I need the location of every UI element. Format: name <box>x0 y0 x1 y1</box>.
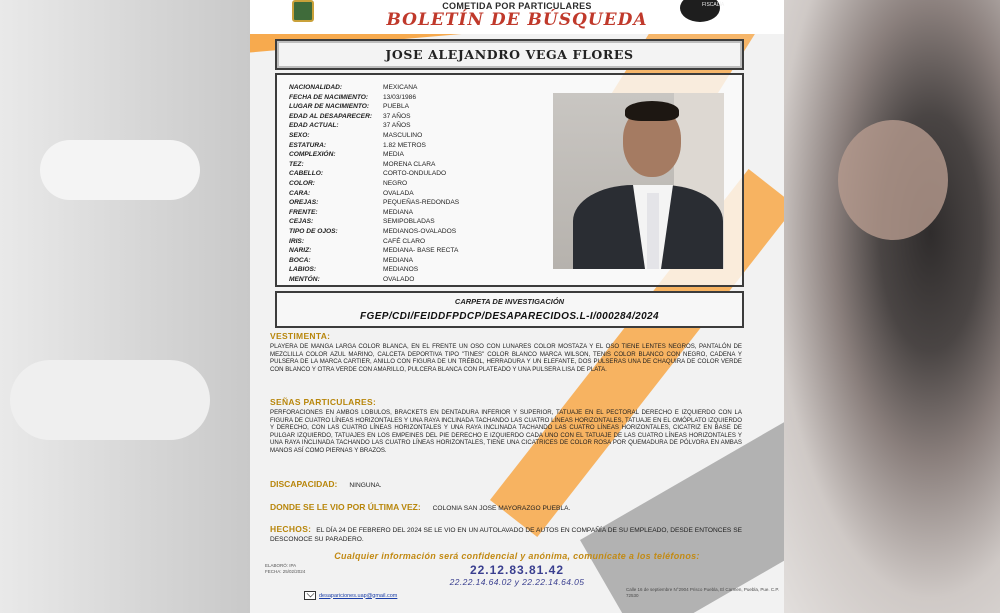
personal-fields-list <box>289 83 523 284</box>
info-field-label: COLOR: <box>289 179 316 187</box>
info-field-value: SEMIPOBLADAS <box>383 218 435 226</box>
info-field-row <box>289 131 523 141</box>
info-field-row <box>289 275 523 285</box>
prepared-by <box>265 563 305 575</box>
info-field-row <box>289 237 523 247</box>
info-field-row <box>289 256 523 266</box>
bulletin-subtitle: COMETIDA POR PARTICULARES <box>442 1 592 11</box>
info-field-row <box>289 93 523 103</box>
missing-person-bulletin <box>250 0 784 613</box>
info-field-value: MEDIANA- BASE RECTA <box>383 247 459 255</box>
info-field-label: CARA: <box>289 189 311 197</box>
last-seen-label: DONDE SE LE VIO POR ÚLTIMA VEZ: <box>270 502 421 512</box>
distinguishing-marks-text: PERFORACIONES EN AMBOS LOBULOS, BRACKETS EN DENTADURA INFERIOR Y SUPERIOR, TATUAJE EN EL PECTORAL DERECHO E IZQUIERDO CON LA FIGURA DE CUATRO LÍNEAS HORIZONTALES Y UNA RAYA INCLINADA TACHANDO LAS CUATRO LÍNEAS HORIZONTALES, TATUAJE EN EL OMÓPLATO IZQUIERDO Y DERECHO, CON LAS CUATRO LÍNEAS HORIZONTALES Y UNA RAYA INCLINADA TACHANDO LAS CUATRO LÍNEAS HORIZONTALES, CICATRIZ EN BASE DE PULGAR IZQUIERDO, TATUAJES EN LOS EMPEINES DEL PIE DERECHO E IZQUIERDO CADA UNO CON EL TATUAJE DE LAS CUATRO LÍNEAS HORIZONTALES Y UNA RAYA INCLINADA TACHANDO LAS CUATRO LÍNEAS HORIZONTALES, TIENE UNA CICATRICES DE COLOR ROSA POR QUEMADURA DE PÓLVORA EN AMBAS MANOS ASÍ COMO PIERNAS Y BRAZOS. <box>270 409 742 454</box>
info-field-row <box>289 150 523 160</box>
info-field-value: OVALADO <box>383 275 415 283</box>
info-field-value: PEQUEÑAS-REDONDAS <box>383 199 460 207</box>
last-seen-row <box>270 502 570 512</box>
prepared-date: FECHA: 25/02/2024 <box>265 569 306 574</box>
person-name: JOSE ALEJANDRO VEGA FLORES <box>275 39 744 70</box>
prepared-by-text: ELABORÓ: IPA <box>265 563 297 568</box>
info-field-label: IRIS: <box>289 237 305 245</box>
info-field-value: MEDIANA <box>383 208 414 216</box>
facts-text: EL DÍA 24 DE FEBRERO DEL 2024 SE LE VIO EN UN AUTOLAVADO DE AUTOS EN COMPAÑÍA DE SU EMPLEADO, DESDE ENTONCES SE DESCONOCE SU PARADERO. <box>270 527 742 543</box>
info-field-value: CAFÉ CLARO <box>383 237 426 245</box>
info-field-value: 13/03/1986 <box>383 93 417 101</box>
info-field-label: ESTATURA: <box>289 141 327 149</box>
info-field-label: TEZ: <box>289 160 304 168</box>
clothing-text: PLAYERA DE MANGA LARGA COLOR BLANCA, EN EL FRENTE UN OSO CON LUNARES COLOR MOSTAZA Y EL OSO TIENE LENTES NEGROS, PANTALÓN DE MEZCLILLA COLOR AZUL MARINO, CALCETA DEPORTIVA TIPO "TINES" COLOR BLANCO MARCA WILSON, TENIS COLOR BLANCO CON NEGRO, CADENA Y PULSERA DE LA MARCA CARTIER, ANILLO CON FIGURA DE UN TRÉBOL, HERRADURA Y UN ELEFANTE, DOS PULSERAS UNA DE CHAQUIRA DE COLOR VERDE CON BLANCO Y OTRA VERDE CON AMARILLO, PULCERA BLANCA CON PLATEADO Y UNA PULSERA LISA DE PLATA. <box>270 343 742 373</box>
info-field-label: EDAD ACTUAL: <box>289 122 339 130</box>
background-right-blur <box>768 0 1000 613</box>
info-field-row <box>289 141 523 151</box>
clothing-title: VESTIMENTA: <box>270 331 331 341</box>
facts-label: HECHOS: <box>270 524 312 534</box>
disability-label: DISCAPACIDAD: <box>270 479 338 489</box>
info-field-row <box>289 217 523 227</box>
info-field-row <box>289 121 523 131</box>
info-field-row <box>289 189 523 199</box>
investigation-file-number: FGEP/CDI/FEIDDFPDCP/DESAPARECIDOS.L-I/000284/2024 <box>360 311 659 322</box>
info-field-row <box>289 112 523 122</box>
email-row[interactable] <box>304 591 397 600</box>
clothing-section <box>270 331 742 373</box>
fiscalia-logo-text: FISCALÍA <box>702 2 725 8</box>
info-field-value: MEXICANA <box>383 84 418 91</box>
info-field-row <box>289 227 523 237</box>
info-field-row <box>289 179 523 189</box>
photo-hair <box>625 101 679 121</box>
distinguishing-marks-section <box>270 397 742 455</box>
info-field-value: MORENA CLARA <box>383 160 436 168</box>
person-photo <box>553 93 724 269</box>
info-field-label: TIPO DE OJOS: <box>289 227 338 235</box>
email-link[interactable]: desapariciones.uap@gmail.com <box>319 592 398 599</box>
background-left-blur <box>0 0 250 613</box>
investigation-file-box <box>275 291 744 328</box>
info-field-value: 37 AÑOS <box>383 122 411 130</box>
info-field-label: CABELLO: <box>289 170 324 178</box>
personal-info-box <box>275 73 744 287</box>
phone-alternates[interactable]: 22.22.14.64.02 y 22.22.14.64.05 <box>449 577 585 587</box>
info-field-value: 37 AÑOS <box>383 112 411 120</box>
distinguishing-marks-title: SEÑAS PARTICULARES: <box>270 397 377 407</box>
info-field-value: MEDIANA <box>383 256 414 264</box>
disability-row <box>270 479 382 489</box>
info-field-row <box>289 160 523 170</box>
info-field-value: MEDIA <box>383 151 404 159</box>
photo-tie <box>647 193 659 269</box>
info-field-label: FECHA DE NACIMIENTO: <box>289 93 369 101</box>
info-field-label: LABIOS: <box>289 266 317 274</box>
investigation-file-label: CARPETA DE INVESTIGACIÓN <box>454 297 565 306</box>
info-field-row <box>289 169 523 179</box>
info-field-value: MASCULINO <box>383 131 423 139</box>
info-field-value: 1.82 METROS <box>383 141 426 149</box>
email-icon <box>304 591 316 600</box>
last-seen-value: COLONIA SAN JOSE MAYORAZGO PUEBLA. <box>432 505 571 512</box>
disability-value: NINGUNA. <box>349 482 382 489</box>
info-field-row <box>289 208 523 218</box>
info-field-row <box>289 102 523 112</box>
info-field-label: NACIONALIDAD: <box>289 84 343 91</box>
info-field-label: EDAD AL DESAPARECER: <box>289 112 373 120</box>
info-field-value: CORTO-ONDULADO <box>383 170 447 178</box>
facts-section <box>270 523 742 544</box>
background-face-blur <box>838 120 948 240</box>
info-field-label: CEJAS: <box>289 218 314 226</box>
info-field-value: MEDIANOS-OVALADOS <box>383 227 457 235</box>
info-field-label: SEXO: <box>289 131 310 139</box>
info-field-value: OVALADA <box>383 189 414 197</box>
background-blob <box>40 140 200 200</box>
info-field-label: FRENTE: <box>289 208 318 216</box>
contact-note: Cualquier información será confidencial y anónima, comunícate a los teléfonos: <box>334 551 700 561</box>
office-address: Calle 16 de septiembre N°2904 Prisco Puebla, El Carmen, Puebla, Pue. C.P. 72530 <box>626 587 780 598</box>
info-field-label: BOCA: <box>289 256 311 264</box>
info-field-label: COMPLEXIÓN: <box>289 151 336 159</box>
info-field-label: NARIZ: <box>289 247 312 255</box>
info-field-label: LUGAR DE NACIMIENTO: <box>289 103 370 111</box>
info-field-value: PUEBLA <box>383 103 410 111</box>
facts-paragraph <box>270 525 742 544</box>
bulletin-title: BOLETÍN DE BÚSQUEDA <box>386 10 648 30</box>
info-field-row <box>289 265 523 275</box>
info-field-label: OREJAS: <box>289 199 319 207</box>
info-field-value: MEDIANOS <box>383 266 419 274</box>
info-field-row <box>289 198 523 208</box>
info-field-row <box>289 83 523 93</box>
info-field-label: MENTÓN: <box>289 275 320 283</box>
info-field-row <box>289 246 523 256</box>
phone-main[interactable]: 22.12.83.81.42 <box>469 563 565 577</box>
info-field-value: NEGRO <box>383 179 408 187</box>
background-blob <box>10 360 210 440</box>
